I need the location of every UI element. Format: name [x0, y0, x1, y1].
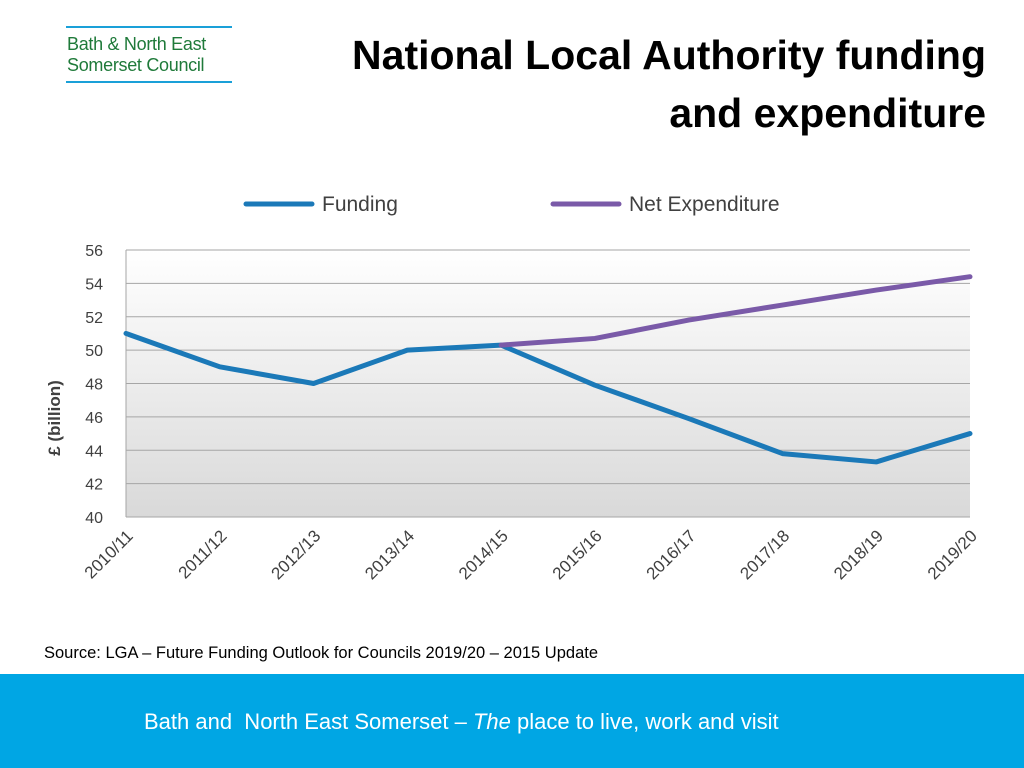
logo-line-1: Bath & North East: [67, 34, 206, 54]
x-tick-label: 2010/11: [80, 526, 137, 583]
y-tick-label: 48: [85, 376, 103, 394]
x-tick-label: 2012/13: [267, 526, 325, 584]
x-tick-label: 2011/12: [174, 526, 231, 583]
y-axis-label: £ (billion): [45, 380, 64, 456]
y-tick-label: 52: [85, 309, 103, 327]
footer-tagline-end: place to live, work and visit: [510, 709, 779, 734]
legend-label: Funding: [322, 193, 398, 216]
x-tick-label: 2013/14: [361, 526, 419, 584]
y-tick-label: 42: [85, 476, 103, 494]
x-tick-label: 2014/15: [455, 526, 512, 584]
x-tick-label: 2019/20: [923, 526, 981, 584]
y-tick-label: 54: [85, 276, 103, 294]
slide-title-line-2: and expenditure: [669, 90, 986, 136]
y-tick-label: 44: [85, 443, 103, 461]
y-tick-label: 50: [85, 343, 103, 361]
legend-label: Net Expenditure: [629, 193, 780, 216]
x-tick-label: 2017/18: [736, 526, 794, 584]
source-note: Source: LGA – Future Funding Outlook for Councils 2019/20 – 2015 Update: [44, 644, 599, 662]
x-tick-label: 2018/19: [830, 526, 888, 584]
x-tick-label: 2016/17: [642, 526, 700, 584]
x-tick-label: 2015/16: [548, 526, 606, 584]
footer-tagline-start: Bath and North East Somerset –: [144, 709, 473, 734]
footer-tagline-emphasis: The: [472, 709, 511, 734]
logo-line-2: Somerset Council: [67, 55, 205, 75]
slide-title-line-1: National Local Authority funding: [352, 32, 986, 78]
y-tick-label: 56: [85, 243, 103, 260]
footer-tagline: [144, 709, 779, 735]
y-tick-label: 40: [85, 510, 103, 527]
y-tick-label: 46: [85, 409, 103, 427]
footer-banner: [0, 674, 1024, 768]
